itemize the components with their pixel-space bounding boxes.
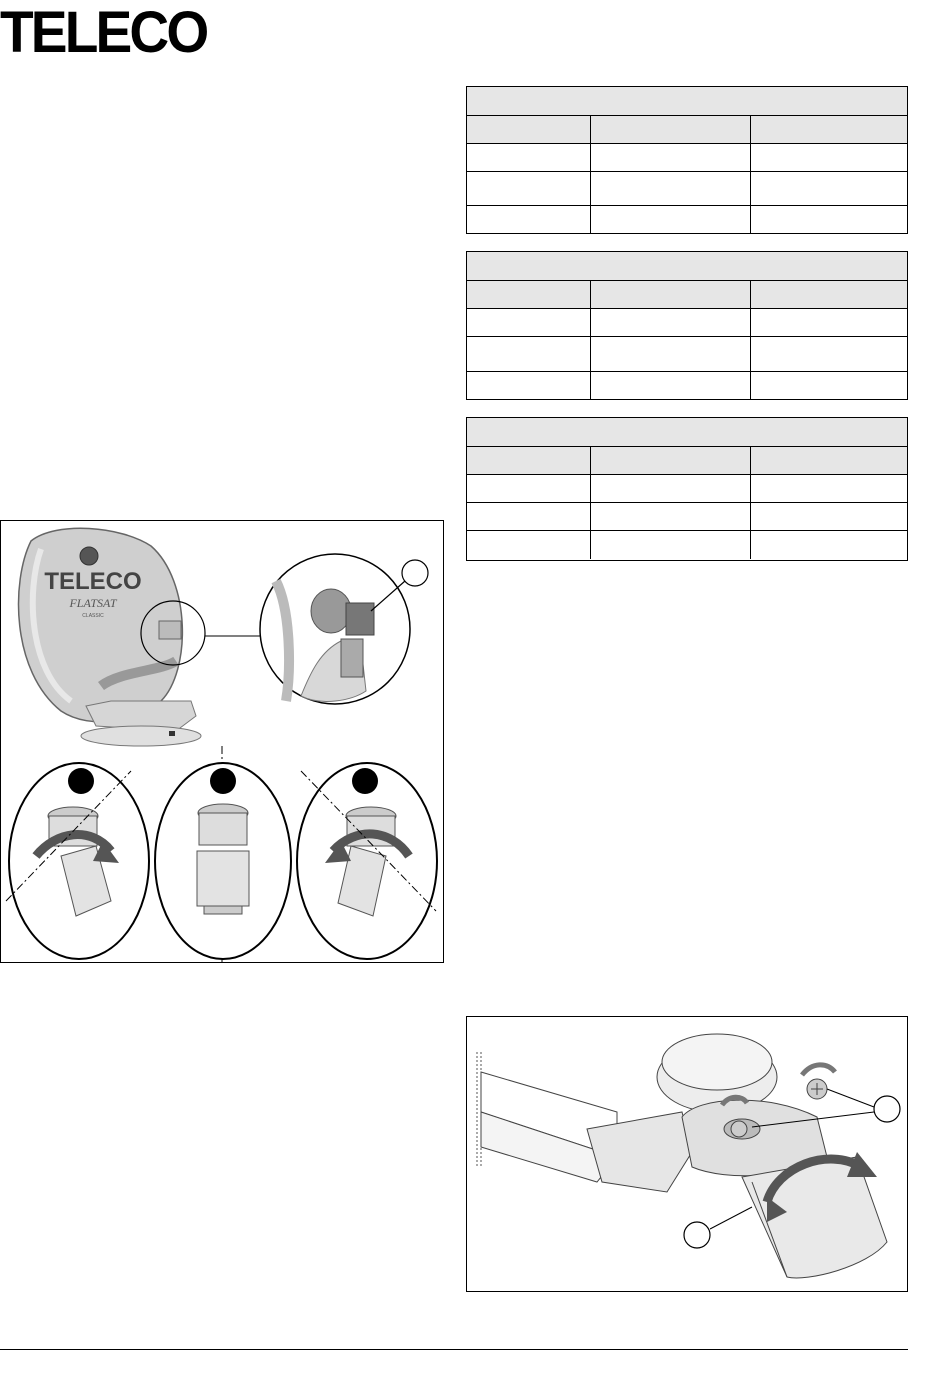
table-title-row xyxy=(467,418,907,447)
table-cell xyxy=(591,447,751,474)
table-title-row xyxy=(467,87,907,116)
lnb-bracket-figure xyxy=(466,1016,908,1292)
lnb-rotation-left-icon xyxy=(6,763,149,959)
lnb-bracket-illustration xyxy=(467,1017,907,1291)
satellite-dish-icon xyxy=(19,528,201,746)
table-cell xyxy=(467,337,591,371)
lnb-rotation-right-icon xyxy=(297,763,437,959)
spec-table-3 xyxy=(466,417,908,561)
table-cell xyxy=(467,447,591,474)
spec-table-1 xyxy=(466,86,908,234)
table-cell xyxy=(751,116,907,143)
callout-marker xyxy=(402,560,428,586)
spec-table-2 xyxy=(466,251,908,400)
table-cell xyxy=(591,337,751,371)
table-cell xyxy=(591,531,751,559)
table-cell xyxy=(467,281,591,308)
lnb-center-icon xyxy=(155,763,291,959)
table-row xyxy=(467,372,907,399)
table-cell xyxy=(467,372,591,399)
callout-pointer xyxy=(827,1089,874,1107)
table-title-row xyxy=(467,252,907,281)
table-row xyxy=(467,503,907,531)
table-cell xyxy=(751,372,907,399)
table-cell xyxy=(467,531,591,559)
table-row xyxy=(467,337,907,372)
dish-model-label: FLATSAT xyxy=(69,596,117,610)
footer-rule xyxy=(0,1349,908,1350)
lnb-detail-icon xyxy=(260,554,410,704)
table-row xyxy=(467,531,907,559)
table-header-row xyxy=(467,447,907,475)
table-row xyxy=(467,475,907,503)
table-cell xyxy=(751,172,907,205)
table-cell xyxy=(467,172,591,205)
table-row xyxy=(467,144,907,172)
table-cell xyxy=(591,206,751,233)
table-cell xyxy=(751,503,907,530)
callout-pointer xyxy=(710,1207,752,1229)
table-cell xyxy=(467,206,591,233)
callout-marker xyxy=(874,1096,900,1122)
table-cell xyxy=(751,447,907,474)
logo-text: TELECO xyxy=(0,0,207,65)
table-cell xyxy=(467,309,591,336)
table-cell xyxy=(467,503,591,530)
table-cell xyxy=(467,475,591,502)
table-cell xyxy=(591,172,751,205)
table-header-row xyxy=(467,116,907,144)
table-cell xyxy=(591,309,751,336)
table-header-row xyxy=(467,281,907,309)
table-cell xyxy=(751,144,907,171)
table-cell xyxy=(751,475,907,502)
lnb-skew-figure xyxy=(0,520,444,963)
dish-brand-label: TELECO xyxy=(44,568,142,595)
teleco-logo xyxy=(0,0,207,65)
dish-submodel-label: CLASSIC xyxy=(82,613,104,619)
table-cell xyxy=(751,206,907,233)
callout-marker xyxy=(684,1222,710,1248)
table-cell xyxy=(751,531,907,559)
table-cell xyxy=(591,372,751,399)
table-cell xyxy=(591,503,751,530)
lnb-skew-illustration xyxy=(1,521,443,962)
table-cell xyxy=(751,281,907,308)
table-cell xyxy=(591,116,751,143)
table-row xyxy=(467,309,907,337)
table-row xyxy=(467,206,907,233)
table-cell xyxy=(467,144,591,171)
table-cell xyxy=(751,337,907,371)
table-cell xyxy=(591,281,751,308)
table-cell xyxy=(591,475,751,502)
table-cell xyxy=(751,309,907,336)
table-cell xyxy=(467,116,591,143)
table-row xyxy=(467,172,907,206)
table-cell xyxy=(591,144,751,171)
